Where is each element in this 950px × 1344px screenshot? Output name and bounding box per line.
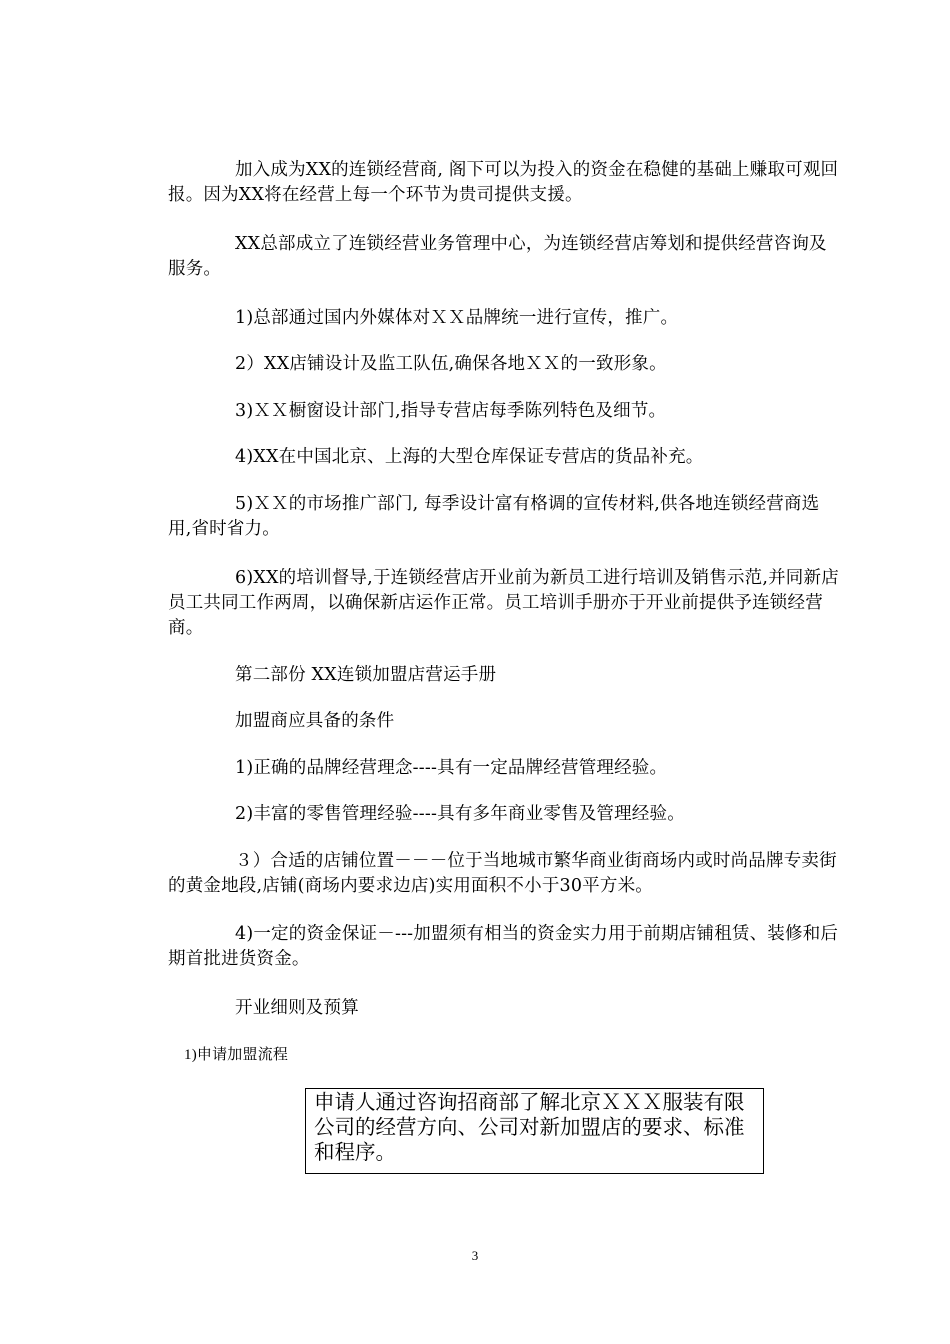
- section-heading: 第二部份 XX连锁加盟店营运手册: [235, 665, 497, 685]
- list-item-5: 5)ＸＸ的市场推广部门, 每季设计富有格调的宣传材料,供各地连锁经营商选用,省时省力。: [168, 494, 820, 539]
- subheading-application-flow: 1)申请加盟流程: [184, 1047, 289, 1063]
- condition-4: 4)一定的资金保证－---加盟须有相当的资金实力用于前期店铺租赁、装修和后期首批进货资金。: [168, 924, 839, 969]
- list-item-4: 4)XX在中国北京、上海的大型仓库保证专营店的货品补充。: [235, 447, 704, 467]
- list-item-6: 6)XX的培训督导,于连锁经营店开业前为新员工进行培训及销售示范,并同新店员工共同工作两周，以确保新店运作正常。员工培训手册亦于开业前提供予连锁经营商。: [168, 568, 839, 638]
- list-item-3: 3)ＸＸ橱窗设计部门,指导专营店每季陈列特色及细节。: [235, 401, 667, 421]
- list-item-1: 1)总部通过国内外媒体对ＸＸ品牌统一进行宣传，推广。: [235, 308, 679, 328]
- condition-1: 1)正确的品牌经营理念----具有一定品牌经营管理经验。: [235, 758, 668, 778]
- subheading-conditions: 加盟商应具备的条件: [235, 711, 395, 731]
- condition-3: ３）合适的店铺位置－－－位于当地城市繁华商业街商场内或时尚品牌专卖街的黄金地段,店铺(商场内要求边店)实用面积不小于30平方米。: [168, 851, 837, 896]
- condition-2: 2)丰富的零售管理经验----具有多年商业零售及管理经验。: [235, 804, 685, 824]
- subheading-opening: 开业细则及预算: [235, 998, 359, 1018]
- paragraph-hq: XX总部成立了连锁经营业务管理中心，为连锁经营店筹划和提供经营咨询及服务。: [168, 234, 827, 279]
- paragraph-intro: 加入成为XX的连锁经营商, 阁下可以为投入的资金在稳健的基础上赚取可观回报。因为XX将在经营上每一个环节为贵司提供支援。: [168, 160, 839, 205]
- page-number: 3: [471, 1248, 479, 1263]
- flow-step-box: 申请人通过咨询招商部了解北京ＸＸＸ服装有限公司的经营方向、公司对新加盟店的要求、标准和程序。: [305, 1088, 764, 1174]
- list-item-2: 2）XX店铺设计及监工队伍,确保各地ＸＸ的一致形象。: [235, 354, 667, 374]
